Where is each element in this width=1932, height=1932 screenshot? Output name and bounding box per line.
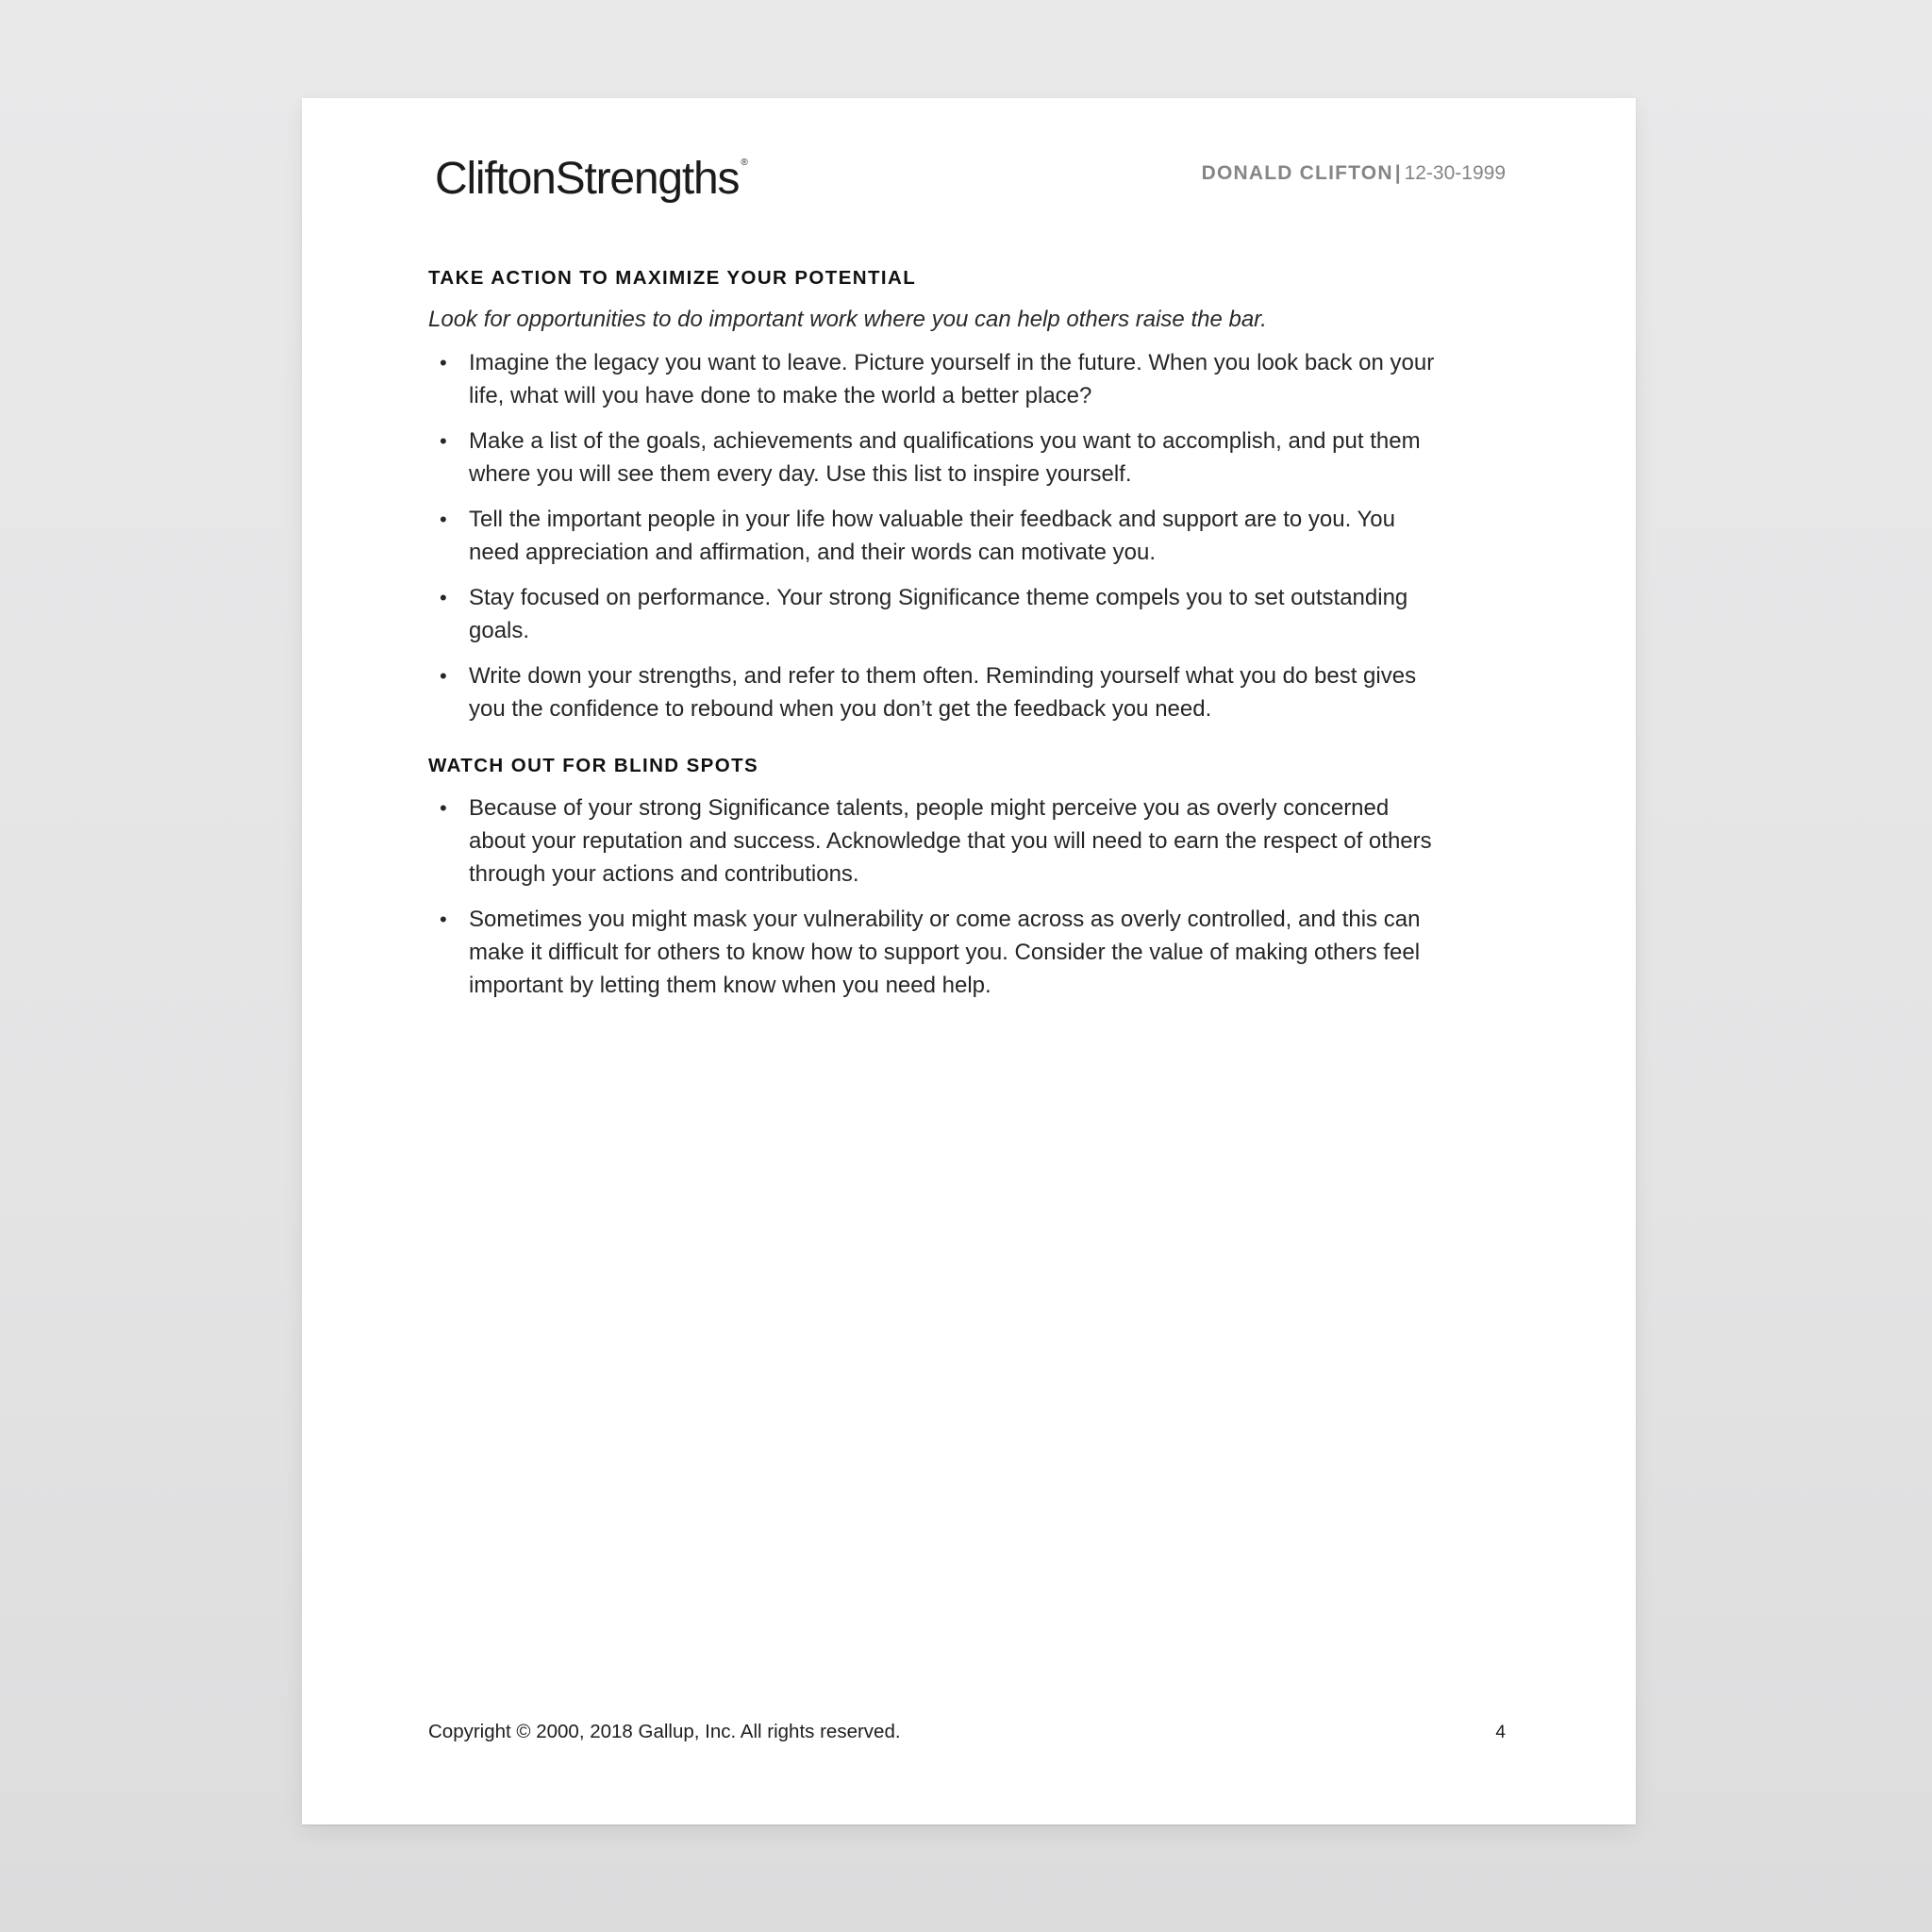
section-heading: WATCH OUT FOR BLIND SPOTS xyxy=(428,755,759,776)
document-page xyxy=(302,98,1636,1824)
list-item-text: Make a list of the goals, achievements and qualifications you want to accomplish, and put them where you will see them every day. Use this list to inspire yourself. xyxy=(469,428,1421,487)
bullet-icon: • xyxy=(440,664,447,688)
action-items-list xyxy=(428,346,1447,725)
report-owner-header xyxy=(1202,162,1506,185)
list-item xyxy=(428,425,1447,491)
list-item xyxy=(428,791,1447,891)
page-number: 4 xyxy=(1495,1723,1506,1742)
section-blind-spots xyxy=(428,752,1447,1002)
list-item xyxy=(428,903,1447,1002)
registered-mark: ® xyxy=(741,158,747,168)
copyright-notice: Copyright © 2000, 2018 Gallup, Inc. All rights reserved. xyxy=(428,1721,901,1742)
header-separator: | xyxy=(1394,162,1401,184)
main-content xyxy=(428,264,1447,1014)
list-item-text: Stay focused on performance. Your strong Significance theme compels you to set outstanding goals. xyxy=(469,585,1408,643)
list-item-text: Tell the important people in your life how valuable their feedback and support are to you. You need appreciation and affirmation, and their words can motivate you. xyxy=(469,507,1395,565)
list-item-text: Sometimes you might mask your vulnerability or come across as overly controlled, and this can make it difficult for others to know how to support you. Consider the value of making others feel important by letting them know when you need help. xyxy=(469,907,1421,998)
bullet-icon: • xyxy=(440,586,447,609)
report-date: 12-30-1999 xyxy=(1404,162,1506,184)
cliftonstrengths-logo xyxy=(435,153,746,205)
bullet-icon: • xyxy=(440,508,447,531)
section-intro: Look for opportunities to do important work where you can help others raise the bar. xyxy=(428,307,1267,332)
list-item xyxy=(428,503,1447,569)
bullet-icon: • xyxy=(440,429,447,453)
list-item-text: Because of your strong Significance talents, people might perceive you as overly concerned about your reputation and success. Acknowledge that you will need to earn the respect of others through your actions and contributions. xyxy=(469,795,1432,887)
bullet-icon: • xyxy=(440,908,447,931)
list-item xyxy=(428,581,1447,647)
bullet-icon: • xyxy=(440,796,447,820)
list-item-text: Imagine the legacy you want to leave. Picture yourself in the future. When you look back on your life, what will you have done to make the world a better place? xyxy=(469,350,1435,408)
list-item xyxy=(428,346,1447,412)
blind-spots-list xyxy=(428,791,1447,1002)
bullet-icon: • xyxy=(440,351,447,375)
report-owner-name: DONALD CLIFTON xyxy=(1201,162,1393,184)
section-take-action xyxy=(428,264,1447,725)
section-heading: TAKE ACTION TO MAXIMIZE YOUR POTENTIAL xyxy=(428,267,917,289)
list-item-text: Write down your strengths, and refer to them often. Reminding yourself what you do best gives you the confidence to rebound when you don’t get the feedback you need. xyxy=(469,663,1417,722)
list-item xyxy=(428,659,1447,725)
logo-text: CliftonStrengths xyxy=(435,154,740,204)
